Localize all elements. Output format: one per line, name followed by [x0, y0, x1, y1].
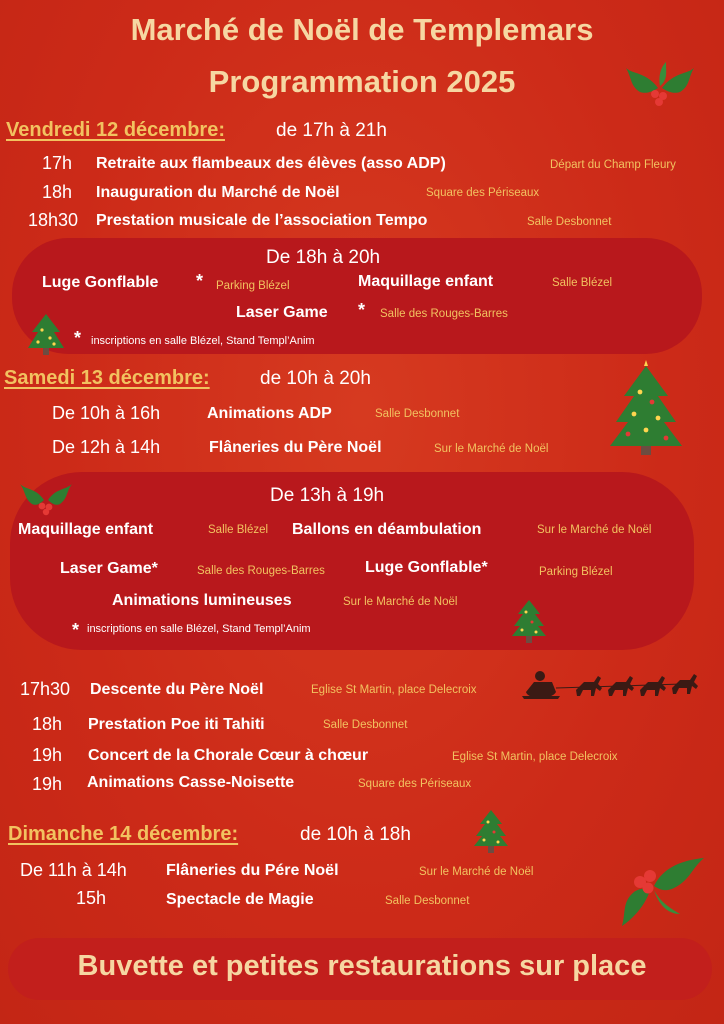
day-hours-sunday: de 10h à 18h [300, 824, 411, 845]
event-time: 18h [32, 714, 63, 734]
panel-activity: Maquillage enfant [18, 521, 154, 538]
panel-location: Sur le Marché de Noël [343, 596, 458, 608]
day-hours-saturday: de 10h à 20h [260, 368, 371, 389]
holly-icon [18, 480, 74, 514]
panel-location: Salle des Rouges-Barres [197, 565, 325, 577]
event-location: Départ du Champ Fleury [550, 159, 676, 171]
footer-text: Buvette et petites restaurations sur place [77, 950, 647, 982]
panel-location: Sur le Marché de Noël [537, 524, 652, 536]
event-time: 19h [32, 774, 63, 794]
asterisk: * [72, 620, 80, 640]
event-activity: Prestation musicale de l’association Tempo [96, 212, 428, 229]
asterisk: * [74, 328, 82, 348]
panel-activity: Animations lumineuses [112, 592, 292, 609]
holly-icon [614, 852, 706, 930]
event-time: De 10h à 16h [52, 403, 161, 423]
event-time: 18h30 [28, 210, 79, 230]
panel-activity: Laser Game* [60, 560, 158, 577]
panel-activity: Luge Gonflable [42, 274, 159, 291]
christmas-tree-icon [512, 600, 546, 644]
event-activity: Retraite aux flambeaux des élèves (asso ADP) [96, 155, 446, 172]
panel-note: inscriptions en salle Blézel, Stand Templ’Anim [91, 335, 315, 347]
event-location: Sur le Marché de Noël [434, 443, 549, 455]
panel-location: Salle Blézel [208, 524, 269, 536]
event-time: 15h [76, 888, 107, 908]
christmas-tree-icon [474, 810, 508, 854]
event-location: Eglise St Martin, place Delecroix [452, 751, 618, 763]
event-location: Sur le Marché de Noël [419, 866, 534, 878]
day-heading-friday: Vendredi 12 décembre: [6, 119, 225, 141]
holly-icon [622, 62, 698, 106]
panel-activity: Laser Game [236, 304, 328, 321]
panel-location: Parking Blézel [539, 566, 613, 578]
christmas-tree-icon [28, 314, 64, 356]
christmas-tree-icon [610, 366, 682, 456]
page-title-line1: Marché de Noël de Templemars [130, 12, 594, 47]
event-location: Salle Desbonnet [375, 408, 460, 420]
event-time: 17h30 [20, 679, 71, 699]
day-hours-friday: de 17h à 21h [276, 120, 387, 141]
event-time: 17h [42, 153, 73, 173]
event-location: Salle Desbonnet [385, 895, 470, 907]
event-time: 18h [42, 182, 73, 202]
asterisk: * [358, 300, 366, 320]
santa-sleigh-reindeer-icon [522, 664, 702, 704]
asterisk: * [196, 271, 204, 291]
event-activity: Animations Casse-Noisette [87, 774, 295, 791]
event-activity: Prestation Poe iti Tahiti [88, 716, 265, 733]
event-time: De 12h à 14h [52, 437, 161, 457]
page-title-line2: Programmation 2025 [208, 64, 516, 99]
event-location: Salle Desbonnet [527, 216, 612, 228]
event-time: De 11h à 14h [20, 860, 127, 880]
day-heading-saturday: Samedi 13 décembre: [4, 367, 210, 389]
panel-activity: Luge Gonflable* [365, 559, 488, 576]
panel-note: inscriptions en salle Blézel, Stand Templ’Anim [87, 623, 311, 635]
event-time: 19h [32, 745, 63, 765]
event-activity: Spectacle de Magie [166, 891, 314, 908]
panel-hours: De 13h à 19h [270, 485, 385, 506]
event-activity: Flâneries du Père Noël [209, 439, 382, 456]
event-location: Square des Périseaux [426, 187, 540, 199]
panel-activity: Ballons en déambulation [292, 521, 482, 538]
panel-location: Salle des Rouges-Barres [380, 308, 508, 320]
event-location: Salle Desbonnet [323, 719, 408, 731]
event-activity: Concert de la Chorale Cœur à chœur [88, 747, 369, 764]
event-activity: Inauguration du Marché de Noël [96, 184, 340, 201]
panel-activity: Maquillage enfant [358, 273, 494, 290]
event-location: Square des Périseaux [358, 778, 472, 790]
event-activity: Animations ADP [207, 405, 332, 422]
panel-location: Salle Blézel [552, 277, 613, 289]
event-location: Eglise St Martin, place Delecroix [311, 684, 477, 696]
event-activity: Descente du Père Noël [90, 681, 264, 698]
panel-hours: De 18h à 20h [266, 247, 381, 268]
panel-location: Parking Blézel [216, 280, 290, 292]
day-heading-sunday: Dimanche 14 décembre: [8, 823, 239, 845]
event-activity: Flâneries du Pére Noël [166, 862, 339, 879]
